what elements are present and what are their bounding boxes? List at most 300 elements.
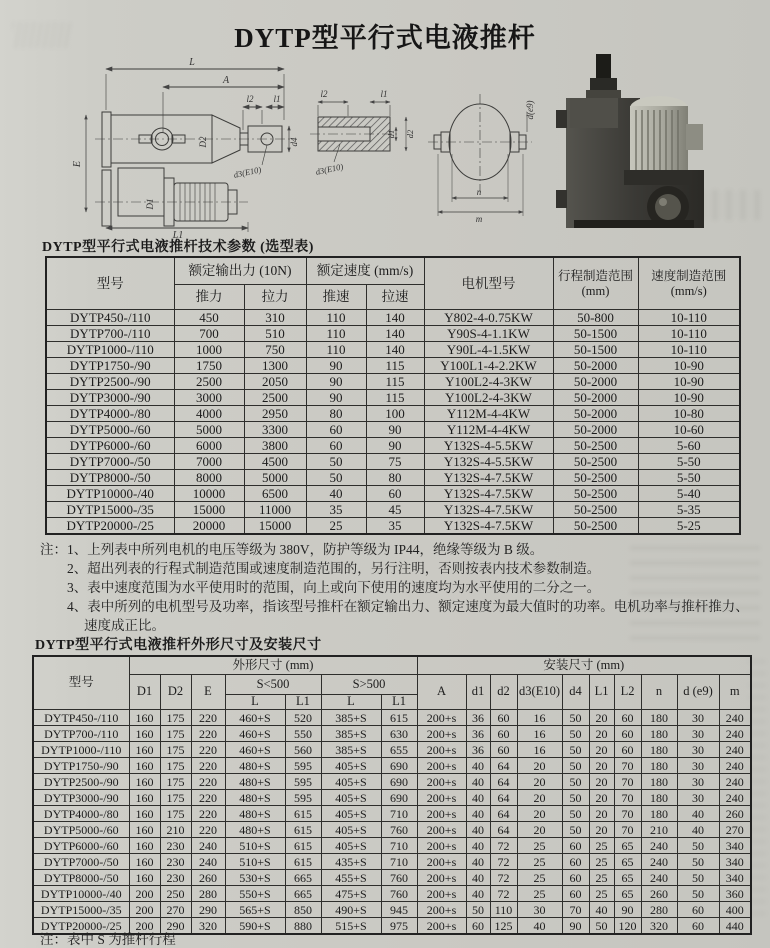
dim-label-l2: l2 (320, 89, 328, 99)
value-cell: 20 (589, 710, 614, 726)
value-cell: 20 (517, 774, 562, 790)
value-cell: 615 (285, 822, 321, 838)
model-cell: DYTP10000-/40 (46, 486, 174, 502)
value-cell: 220 (191, 806, 225, 822)
value-cell: 760 (381, 870, 417, 886)
dim-row (33, 774, 751, 790)
value-cell: 70 (614, 774, 641, 790)
value-cell: 60 (306, 438, 366, 454)
dim-label-d-e9: d(e9) (525, 100, 535, 120)
value-cell: 160 (129, 726, 160, 742)
value-cell: 690 (381, 774, 417, 790)
value-cell: 480+S (225, 774, 285, 790)
spec-row (46, 310, 740, 326)
value-cell: 200+s (417, 726, 466, 742)
value-cell: 750 (244, 342, 306, 358)
value-cell: 240 (641, 854, 677, 870)
value-cell: Y100L2-4-3KW (424, 390, 553, 406)
value-cell: 40 (306, 486, 366, 502)
model-cell: DYTP700-/110 (46, 326, 174, 342)
dimension-table (32, 655, 752, 935)
value-cell: 40 (466, 790, 490, 806)
value-cell: 945 (381, 902, 417, 918)
group-outline-dims: 外形尺寸 (mm) (129, 656, 417, 675)
value-cell: 440 (719, 918, 751, 935)
table1-title: DYTP型平行式电液推杆技术参数 (选型表) (42, 240, 314, 255)
model-cell: DYTP2500-/90 (46, 374, 174, 390)
notes-section (40, 540, 749, 635)
value-cell: 100 (366, 406, 424, 422)
value-cell: 385+S (321, 710, 381, 726)
value-cell: 615 (285, 838, 321, 854)
footnote-text: 表中 S 为推杆行程 (67, 932, 176, 947)
value-cell: 40 (466, 758, 490, 774)
value-cell: 20000 (174, 518, 244, 535)
value-cell: 180 (641, 774, 677, 790)
spec-row (46, 342, 740, 358)
value-cell: 30 (517, 902, 562, 918)
value-cell: 200+s (417, 902, 466, 918)
value-cell: 435+S (321, 854, 381, 870)
value-cell: 50 (562, 758, 589, 774)
value-cell: 320 (641, 918, 677, 935)
value-cell: 40 (466, 806, 490, 822)
value-cell: 10-110 (638, 342, 740, 358)
value-cell: 50-2500 (553, 502, 638, 518)
value-cell: 50 (677, 838, 719, 854)
value-cell: 360 (719, 886, 751, 902)
value-cell: Y132S-4-5.5KW (424, 438, 553, 454)
col-model: 型号 (33, 656, 129, 710)
value-cell: 115 (366, 390, 424, 406)
value-cell: 180 (641, 790, 677, 806)
value-cell: 50-2000 (553, 422, 638, 438)
dim-label-D2: D2 (198, 136, 208, 148)
spec-row (46, 326, 740, 342)
value-cell: 70 (614, 806, 641, 822)
value-cell: 615 (285, 854, 321, 870)
col-motor-model: 电机型号 (424, 257, 553, 310)
value-cell: 240 (641, 870, 677, 886)
notes-label: 注： (40, 542, 67, 557)
dim-row (33, 806, 751, 822)
value-cell: 710 (381, 854, 417, 870)
value-cell: 180 (641, 758, 677, 774)
value-cell: 230 (160, 838, 191, 854)
value-cell: 125 (490, 918, 517, 935)
value-cell: 200 (129, 886, 160, 902)
value-cell: 30 (677, 726, 719, 742)
value-cell: 160 (129, 742, 160, 758)
value-cell: 175 (160, 774, 191, 790)
value-cell: 160 (129, 838, 160, 854)
value-cell: 400 (719, 902, 751, 918)
value-cell: 50 (562, 806, 589, 822)
value-cell: 20 (517, 822, 562, 838)
model-cell: DYTP1750-/90 (46, 358, 174, 374)
page-title: DYTP型平行式电液推杆 (234, 23, 536, 53)
value-cell: 40 (466, 886, 490, 902)
value-cell: 230 (160, 870, 191, 886)
spec-row (46, 422, 740, 438)
value-cell: 175 (160, 806, 191, 822)
model-cell: DYTP6000-/60 (33, 838, 129, 854)
value-cell: 460+S (225, 710, 285, 726)
value-cell: 60 (562, 870, 589, 886)
value-cell: 50-2500 (553, 486, 638, 502)
value-cell: 160 (129, 758, 160, 774)
product-photo (556, 54, 704, 228)
value-cell: 50 (562, 790, 589, 806)
value-cell: 72 (490, 854, 517, 870)
value-cell: 240 (641, 838, 677, 854)
value-cell: 595 (285, 790, 321, 806)
value-cell: 50 (562, 822, 589, 838)
dim-label-L1: L1 (172, 230, 184, 240)
value-cell: 175 (160, 710, 191, 726)
value-cell: 220 (191, 822, 225, 838)
value-cell: 240 (191, 854, 225, 870)
value-cell: 3300 (244, 422, 306, 438)
value-cell: 2050 (244, 374, 306, 390)
value-cell: 260 (641, 886, 677, 902)
value-cell: 975 (381, 918, 417, 935)
value-cell: 10000 (174, 486, 244, 502)
value-cell: 230 (160, 854, 191, 870)
dim-label-l1: l1 (273, 94, 281, 104)
note-line (40, 559, 690, 578)
value-cell: 200+s (417, 854, 466, 870)
value-cell: 5-35 (638, 502, 740, 518)
value-cell: 35 (306, 502, 366, 518)
dim-header-row-2 (33, 675, 751, 695)
value-cell: 50 (677, 886, 719, 902)
dim-label-l1: l1 (380, 89, 388, 99)
value-cell: 50 (562, 726, 589, 742)
value-cell: 700 (174, 326, 244, 342)
group-install-dims: 安装尺寸 (mm) (417, 656, 751, 675)
value-cell: 60 (490, 726, 517, 742)
model-cell: DYTP450-/110 (46, 310, 174, 326)
note-text: 1、上列表中所列电机的电压等级为 380V，防护等级为 IP44，绝缘等级为 B 级。 (67, 542, 544, 557)
col-pull-speed: 拉速 (366, 285, 424, 310)
value-cell: 175 (160, 758, 191, 774)
stroke-range-unit: (mm) (581, 283, 610, 298)
value-cell: 110 (306, 326, 366, 342)
value-cell: Y90S-4-1.1KW (424, 326, 553, 342)
model-cell: DYTP450-/110 (33, 710, 129, 726)
value-cell: 50-2500 (553, 454, 638, 470)
value-cell: 50-2500 (553, 438, 638, 454)
value-cell: 175 (160, 790, 191, 806)
value-cell: 480+S (225, 758, 285, 774)
col-rated-output: 额定输出力 (10N) (174, 257, 306, 285)
value-cell: 260 (719, 806, 751, 822)
value-cell: 30 (677, 710, 719, 726)
value-cell: 450 (174, 310, 244, 326)
value-cell: 4500 (244, 454, 306, 470)
col-d3-E10: d3(E10) (517, 675, 562, 710)
col-speed-range (638, 257, 740, 310)
note-line (40, 540, 690, 559)
col-n: n (641, 675, 677, 710)
value-cell: 50 (306, 470, 366, 486)
value-cell: 60 (677, 902, 719, 918)
dim-label-m: m (475, 214, 483, 224)
value-cell: 175 (160, 726, 191, 742)
value-cell: 60 (614, 710, 641, 726)
value-cell: 2500 (174, 374, 244, 390)
value-cell: 665 (285, 870, 321, 886)
group-s-gt-500: S>500 (321, 675, 417, 695)
note-line (40, 597, 749, 616)
value-cell: 5-60 (638, 438, 740, 454)
dim-label-d3: d3(E10) (314, 161, 345, 177)
value-cell: 140 (366, 310, 424, 326)
value-cell: 70 (614, 822, 641, 838)
stroke-range-label: 行程制造范围 (557, 269, 633, 284)
dim-label-d2: d2 (405, 129, 415, 139)
value-cell: 64 (490, 758, 517, 774)
value-cell: 72 (490, 870, 517, 886)
model-cell: DYTP1000-/110 (46, 342, 174, 358)
value-cell: Y132S-4-7.5KW (424, 518, 553, 535)
value-cell: Y112M-4-4KW (424, 422, 553, 438)
value-cell: 160 (129, 822, 160, 838)
value-cell: Y90L-4-1.5KW (424, 342, 553, 358)
value-cell: 385+S (321, 726, 381, 742)
value-cell: 405+S (321, 822, 381, 838)
col-d4: d4 (562, 675, 589, 710)
value-cell: 200+s (417, 886, 466, 902)
value-cell: 50 (466, 902, 490, 918)
value-cell: 2950 (244, 406, 306, 422)
value-cell: 260 (191, 870, 225, 886)
value-cell: 385+S (321, 742, 381, 758)
value-cell: 25 (517, 870, 562, 886)
value-cell: 595 (285, 758, 321, 774)
value-cell: Y802-4-0.75KW (424, 310, 553, 326)
value-cell: 3800 (244, 438, 306, 454)
value-cell: 1300 (244, 358, 306, 374)
spec-table (45, 256, 741, 535)
model-cell: DYTP6000-/60 (46, 438, 174, 454)
value-cell: 60 (490, 742, 517, 758)
model-cell: DYTP2500-/90 (33, 774, 129, 790)
value-cell: 90 (366, 422, 424, 438)
value-cell: 220 (191, 726, 225, 742)
col-m: m (719, 675, 751, 710)
value-cell: 40 (466, 838, 490, 854)
value-cell: 480+S (225, 822, 285, 838)
value-cell: 20 (589, 774, 614, 790)
value-cell: 180 (641, 710, 677, 726)
value-cell: 665 (285, 886, 321, 902)
value-cell: 40 (466, 870, 490, 886)
value-cell: 30 (677, 758, 719, 774)
value-cell: 10-80 (638, 406, 740, 422)
value-cell: Y132S-4-7.5KW (424, 502, 553, 518)
value-cell: 7000 (174, 454, 244, 470)
dim-label-A: A (222, 75, 230, 86)
value-cell: 25 (589, 886, 614, 902)
speed-range-label: 速度制造范围 (651, 269, 727, 284)
value-cell: Y132S-4-5.5KW (424, 454, 553, 470)
value-cell: Y112M-4-4KW (424, 406, 553, 422)
value-cell: 20 (517, 758, 562, 774)
value-cell: 115 (366, 358, 424, 374)
value-cell: 530+S (225, 870, 285, 886)
value-cell: 11000 (244, 502, 306, 518)
value-cell: 200 (129, 918, 160, 935)
value-cell: 615 (381, 710, 417, 726)
col-rated-speed: 额定速度 (mm/s) (306, 257, 424, 285)
value-cell: 50 (562, 710, 589, 726)
value-cell: 40 (466, 854, 490, 870)
model-cell: DYTP3000-/90 (33, 790, 129, 806)
value-cell: 200+s (417, 918, 466, 935)
group-s-lt-500: S<500 (225, 675, 321, 695)
spec-row (46, 454, 740, 470)
value-cell: 510 (244, 326, 306, 342)
value-cell: 2500 (244, 390, 306, 406)
value-cell: 50 (677, 854, 719, 870)
value-cell: 630 (381, 726, 417, 742)
dim-label-n: n (476, 187, 482, 197)
value-cell: 520 (285, 710, 321, 726)
value-cell: 405+S (321, 758, 381, 774)
value-cell: 880 (285, 918, 321, 935)
value-cell: 25 (589, 838, 614, 854)
value-cell: 490+S (321, 902, 381, 918)
note-text: 2、超出列表的行程式制造范围或速度制造范围的，另行注明，否则按表内技术参数制造。 (67, 561, 601, 576)
value-cell: 220 (191, 758, 225, 774)
value-cell: 25 (517, 886, 562, 902)
value-cell: 1750 (174, 358, 244, 374)
value-cell: 8000 (174, 470, 244, 486)
dim-label-d3: d3(E10) (232, 164, 263, 180)
value-cell: 20 (589, 726, 614, 742)
dim-row (33, 822, 751, 838)
value-cell: 460+S (225, 742, 285, 758)
value-cell: 20 (589, 758, 614, 774)
value-cell: Y100L2-4-3KW (424, 374, 553, 390)
value-cell: 460+S (225, 726, 285, 742)
value-cell: 210 (641, 822, 677, 838)
model-cell: DYTP7000-/50 (33, 854, 129, 870)
value-cell: 175 (160, 742, 191, 758)
value-cell: 405+S (321, 806, 381, 822)
value-cell: Y132S-4-7.5KW (424, 486, 553, 502)
value-cell: 64 (490, 790, 517, 806)
col-d2: d2 (490, 675, 517, 710)
value-cell: 72 (490, 838, 517, 854)
value-cell: 50 (562, 774, 589, 790)
col-E: E (191, 675, 225, 710)
model-cell: DYTP4000-/80 (33, 806, 129, 822)
dim-row (33, 790, 751, 806)
col-d1: d1 (466, 675, 490, 710)
value-cell: 75 (366, 454, 424, 470)
value-cell: 40 (466, 774, 490, 790)
dim-row (33, 902, 751, 918)
value-cell: 5-50 (638, 454, 740, 470)
value-cell: 65 (614, 854, 641, 870)
value-cell: Y100L1-4-2.2KW (424, 358, 553, 374)
value-cell: 200+s (417, 790, 466, 806)
value-cell: 240 (719, 758, 751, 774)
value-cell: 270 (719, 822, 751, 838)
model-cell: DYTP5000-/60 (33, 822, 129, 838)
section-view-drawing (310, 89, 415, 177)
value-cell: 220 (191, 742, 225, 758)
value-cell: 16 (517, 742, 562, 758)
value-cell: 40 (517, 918, 562, 935)
col-push-speed: 推速 (306, 285, 366, 310)
value-cell: 50-1500 (553, 326, 638, 342)
value-cell: 690 (381, 758, 417, 774)
value-cell: 65 (614, 870, 641, 886)
value-cell: 20 (589, 806, 614, 822)
value-cell: 200+s (417, 710, 466, 726)
value-cell: 405+S (321, 774, 381, 790)
value-cell: 72 (490, 886, 517, 902)
spec-row (46, 486, 740, 502)
value-cell: 1000 (174, 342, 244, 358)
spec-row (46, 406, 740, 422)
value-cell: 90 (562, 918, 589, 935)
value-cell: 60 (614, 742, 641, 758)
value-cell: 25 (589, 854, 614, 870)
dim-row (33, 726, 751, 742)
spec-row (46, 358, 740, 374)
col-D1: D1 (129, 675, 160, 710)
value-cell: 710 (381, 838, 417, 854)
value-cell: 510+S (225, 854, 285, 870)
dim-header-row-1 (33, 656, 751, 675)
value-cell: 280 (641, 902, 677, 918)
value-cell: 220 (191, 774, 225, 790)
model-cell: DYTP3000-/90 (46, 390, 174, 406)
model-cell: DYTP10000-/40 (33, 886, 129, 902)
value-cell: 25 (517, 854, 562, 870)
value-cell: 760 (381, 886, 417, 902)
value-cell: 20 (589, 822, 614, 838)
value-cell: 550+S (225, 886, 285, 902)
value-cell: 50 (677, 870, 719, 886)
dim-row (33, 758, 751, 774)
value-cell: 10-110 (638, 326, 740, 342)
value-cell: 50-2000 (553, 390, 638, 406)
value-cell: 50-2500 (553, 518, 638, 535)
col-D2: D2 (160, 675, 191, 710)
col-L1: L1 (589, 675, 614, 710)
note-text: 速度成正比。 (84, 618, 165, 633)
note-line (40, 616, 690, 635)
value-cell: 50-800 (553, 310, 638, 326)
value-cell: 140 (366, 326, 424, 342)
value-cell: 36 (466, 742, 490, 758)
dim-row (33, 742, 751, 758)
value-cell: 160 (129, 806, 160, 822)
value-cell: 80 (366, 470, 424, 486)
value-cell: 110 (306, 342, 366, 358)
value-cell: 20 (589, 742, 614, 758)
value-cell: 6000 (174, 438, 244, 454)
value-cell: 200+s (417, 758, 466, 774)
col-L1-lt: L1 (285, 695, 321, 710)
dim-row (33, 870, 751, 886)
